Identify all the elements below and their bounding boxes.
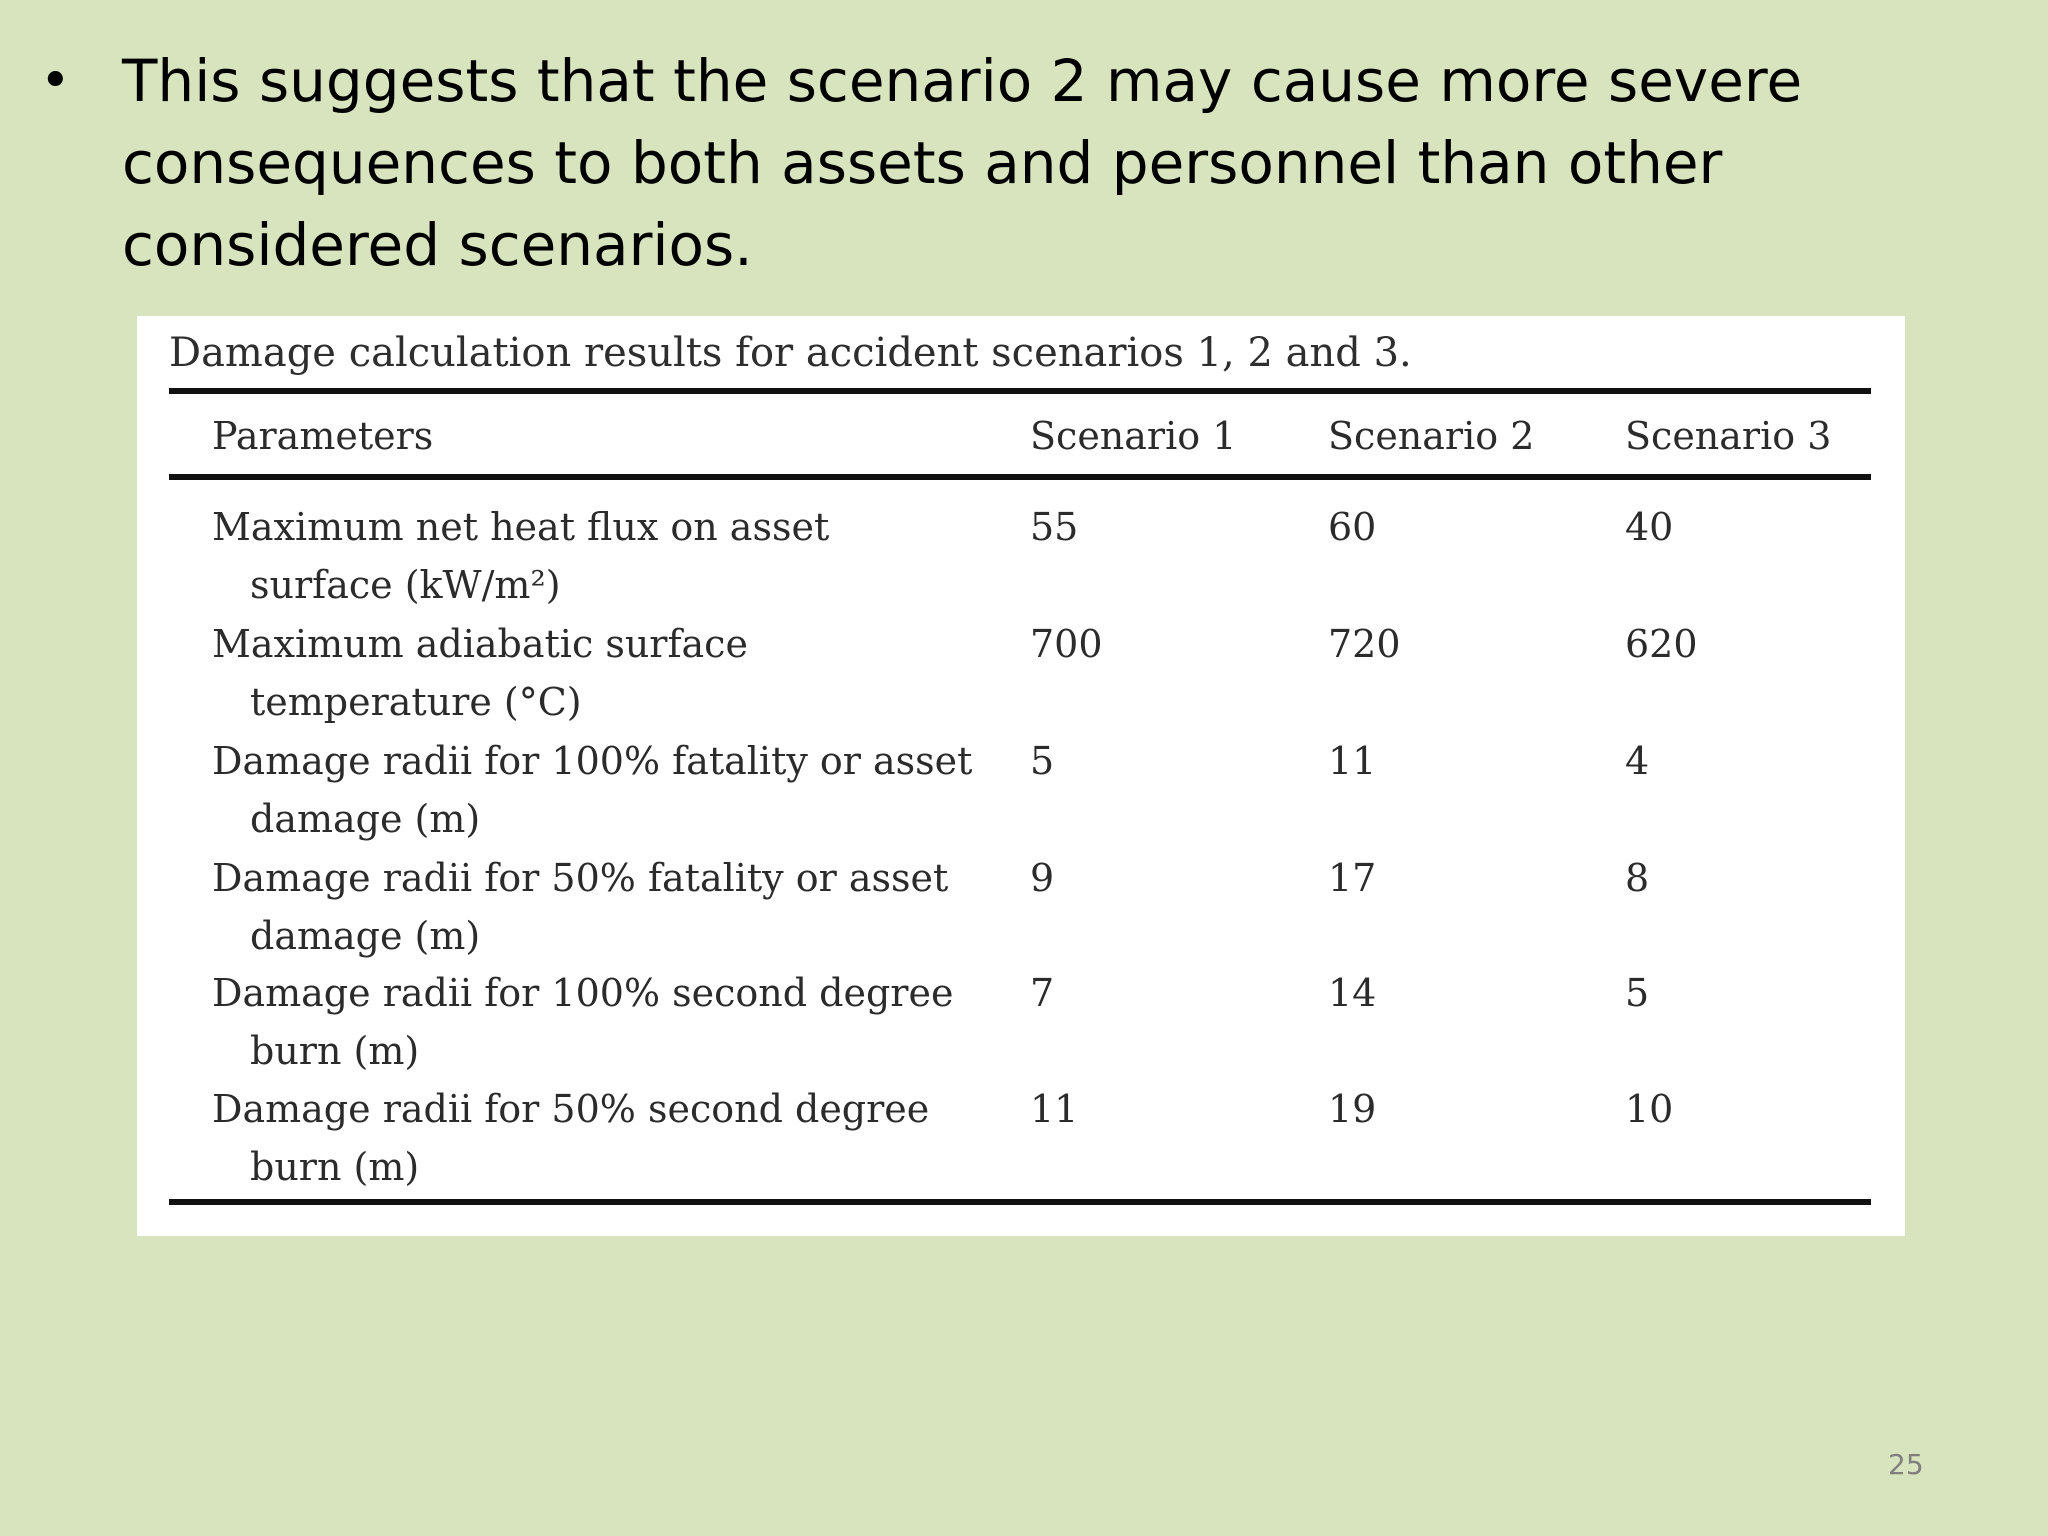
row-parameter: Maximum net heat flux on asset surface (kW/m²) [212,505,830,607]
row-scenario-1-value: 11 [1030,1087,1079,1131]
row-scenario-3-value: 10 [1625,1087,1674,1131]
header-scenario-2: Scenario 2 [1328,414,1535,458]
row-parameter: Damage radii for 100% fatality or asset damage (m) [212,739,973,841]
row-scenario-3-value: 620 [1625,622,1698,666]
row-scenario-3-value: 40 [1625,505,1674,549]
header-parameters: Parameters [212,414,434,458]
row-scenario-3-value: 8 [1625,856,1650,900]
row-scenario-1-value: 7 [1030,971,1055,1015]
damage-table [137,316,1905,1236]
row-parameter: Damage radii for 50% fatality or asset damage (m) [212,856,949,958]
table-header-row [137,406,1905,466]
bullet-text: This suggests that the scenario 2 may cause more severe consequences to both assets and personnel than other considered scenarios. [122,47,1803,279]
table-bottom-rule [169,1199,1871,1205]
bullet-icon: • [40,51,71,111]
row-scenario-2-value: 11 [1328,739,1377,783]
row-scenario-2-value: 720 [1328,622,1401,666]
page-number: 25 [1888,1448,1924,1481]
row-scenario-2-value: 60 [1328,505,1377,549]
header-scenario-3: Scenario 3 [1625,414,1832,458]
row-parameter: Maximum adiabatic surface temperature (°C) [212,622,748,724]
row-scenario-1-value: 700 [1030,622,1103,666]
row-scenario-3-value: 4 [1625,739,1650,783]
row-scenario-2-value: 14 [1328,971,1377,1015]
row-scenario-2-value: 19 [1328,1087,1377,1131]
row-parameter: Damage radii for 100% second degree burn (m) [212,971,954,1073]
row-scenario-1-value: 5 [1030,739,1055,783]
table-top-rule [169,388,1871,394]
table-caption: Damage calculation results for accident scenarios 1, 2 and 3. [169,330,1412,376]
row-scenario-1-value: 55 [1030,505,1079,549]
row-parameter: Damage radii for 50% second degree burn (m) [212,1087,930,1189]
row-scenario-2-value: 17 [1328,856,1377,900]
row-scenario-3-value: 5 [1625,971,1650,1015]
table-header-rule [169,474,1871,480]
row-scenario-1-value: 9 [1030,856,1055,900]
header-scenario-1: Scenario 1 [1030,414,1237,458]
